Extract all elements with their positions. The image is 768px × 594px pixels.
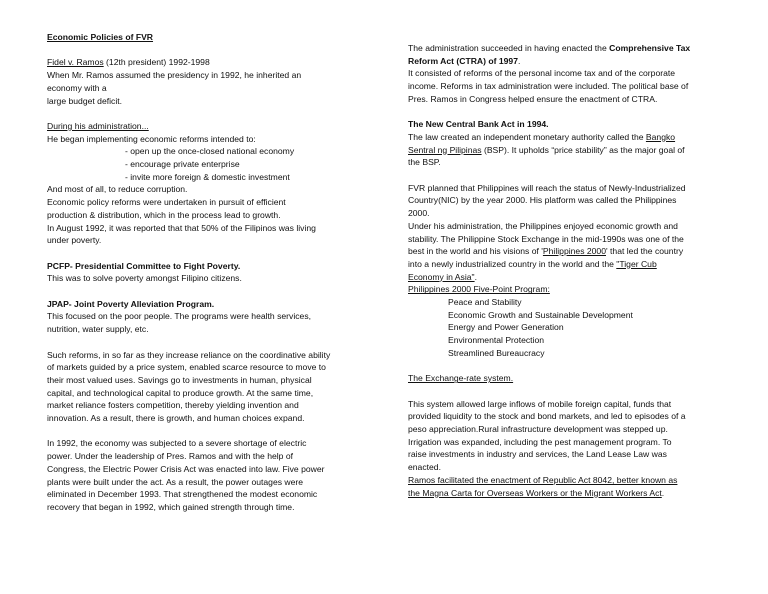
text-line: under poverty.: [47, 235, 102, 246]
intro-line: large budget deficit.: [47, 95, 123, 106]
cb-pre: The law created an independent monetary authority called the: [408, 131, 646, 142]
right-column: [408, 42, 734, 499]
exchange-heading: The Exchange-rate system.: [408, 373, 514, 384]
vision-pre: best in the world and his visions of ': [408, 246, 543, 257]
magna-end: .: [661, 487, 665, 498]
exchange-line: provided liquidity to the stock and bond markets, and led to episodes of a: [408, 411, 686, 422]
cb-post: (BSP). It upholds “price stability” as the major goal of: [481, 144, 685, 155]
sentral-link[interactable]: Sentral ng Pilipinas: [408, 144, 482, 155]
power-line: eliminated in December 1993. That strengthened the modest economic: [47, 489, 318, 500]
fvr-name: Fidel v. Ramos: [47, 57, 104, 68]
ctra-pre: The administration succeeded in having enacted the: [408, 43, 610, 53]
document-title: Economic Policies of FVR: [47, 32, 154, 42]
exchange-line: enacted.: [408, 462, 441, 473]
tiger-line: [408, 258, 734, 271]
ctra-title-part1: Comprehensive Tax: [609, 43, 691, 53]
tiger-end: .: [474, 271, 477, 282]
exchange-line: This system allowed large inflows of mobile foreign capital, funds that: [408, 398, 672, 409]
power-line: power. Under the leadership of Pres. Ramos and with the help of: [47, 451, 294, 462]
jpap-text: nutrition, water supply, etc.: [47, 324, 149, 335]
vision-line: [408, 245, 734, 258]
fvr-term: (12th president) 1992-1998: [103, 57, 210, 68]
text-line: In August 1992, it was reported that that 50% of the Filipinos was living: [47, 222, 316, 233]
program-item: Environmental Protection: [448, 335, 545, 346]
fvr-heading: [47, 56, 369, 69]
intro-line: When Mr. Ramos assumed the presidency in 1992, he inherited an: [47, 70, 302, 81]
nic-line: Country(NIC) by the year 2000. His platform was called the Philippines: [408, 195, 677, 206]
intro-line: economy with a: [47, 82, 107, 93]
exchange-line: peso appreciation.Rural infrastructure development was stepped up.: [408, 424, 668, 435]
power-line: Congress, the Electric Power Crisis Act was enacted into law. Five power: [47, 463, 325, 474]
vision-post: ' that led the country: [606, 246, 684, 257]
program-item: Streamlined Bureaucracy: [448, 347, 545, 358]
tiger-cub-link[interactable]: "Tiger Cub: [616, 258, 657, 269]
text-line: production & distribution, which in the process lead to growth.: [47, 209, 281, 220]
ctra-line: [408, 55, 734, 68]
pcfp-heading: PCFP- Presidential Committee to Fight Poverty.: [47, 260, 241, 271]
reforms-line: of markets guided by a price system, enabled scarce resource to move to: [47, 362, 326, 373]
program-item: Peace and Stability: [448, 297, 522, 308]
magna-carta-link[interactable]: Ramos facilitated the enactment of Republic Act 8042, better known as: [408, 474, 678, 485]
bangko-link[interactable]: Bangko: [645, 131, 676, 142]
reforms-line: innovation. As a result, there is growth, and human choices expand.: [47, 413, 305, 424]
cb-line: the BSP.: [408, 157, 441, 168]
tiger-cub-link-cont[interactable]: Economy in Asia": [408, 271, 475, 282]
magna-carta-link-cont[interactable]: the Magna Carta for Overseas Workers or the Migrant Workers Act: [408, 487, 662, 498]
cb-line: [408, 144, 734, 157]
ctra-text: Pres. Ramos in Congress helped ensure the enactment of CTRA.: [408, 93, 658, 104]
left-column: [47, 31, 369, 514]
jpap-text: This focused on the poor people. The programs were health services,: [47, 311, 312, 322]
reforms-line: their most valued uses. Savings go to investments in human, physical: [47, 374, 312, 385]
ctra-line: [408, 42, 734, 55]
program-item: Economic Growth and Sustainable Development: [448, 309, 633, 320]
reform-item: - open up the once-closed national economy: [125, 146, 295, 157]
nic-line: FVR planned that Philippines will reach the status of Newly-Industrialized: [408, 182, 686, 193]
text-line: And most of all, to reduce corruption.: [47, 184, 188, 195]
philippines-2000-link[interactable]: Philippines 2000: [542, 246, 606, 257]
admin-line: He began implementing economic reforms intended to:: [47, 133, 256, 144]
central-bank-heading: The New Central Bank Act in 1994.: [408, 119, 549, 130]
tiger-line: [408, 271, 734, 284]
power-line: recovery that began in 1992, which gained strength through time.: [47, 501, 295, 512]
exchange-line: Irrigation was expanded, including the pest management program. To: [408, 436, 672, 447]
ctra-text: It consisted of reforms of the personal income tax and of the corporate: [408, 68, 676, 79]
reform-item: - invite more foreign & domestic investment: [125, 171, 290, 182]
cb-line: [408, 131, 734, 144]
reform-item: - encourage private enterprise: [125, 159, 240, 169]
pcfp-text: This was to solve poverty amongst Filipino citizens.: [47, 273, 242, 284]
nic-line: stability. The Philippine Stock Exchange in the mid-1990s was one of the: [408, 233, 684, 244]
reforms-line: capital, and technological capital to produce growth. At the same time,: [47, 387, 314, 398]
power-line: In 1992, the economy was subjected to a severe shortage of electric: [47, 438, 307, 449]
program-heading: Philippines 2000 Five-Point Program:: [408, 284, 550, 295]
power-line: plants were built under the act. As a result, the power outages were: [47, 476, 304, 487]
admin-heading: During his administration...: [47, 120, 149, 131]
ctra-end: .: [517, 55, 521, 66]
jpap-heading: JPAP- Joint Poverty Alleviation Program.: [47, 298, 215, 309]
exchange-line: raise investments in industry and services, the Land Lease Law was: [408, 449, 667, 460]
ctra-title-part2: Reform Act (CTRA) of 1997: [408, 55, 518, 66]
text-line: Economic policy reforms were undertaken in pursuit of efficient: [47, 197, 286, 208]
program-item: Energy and Power Generation: [448, 322, 564, 333]
magna-line: [408, 487, 734, 500]
ctra-text: income. Reforms in tax administration were included. The political base of: [408, 81, 689, 92]
reforms-line: market reliance fosters competition, thereby yielding invention and: [47, 400, 299, 411]
nic-line: Under his administration, the Philippines enjoyed economic growth and: [408, 220, 678, 231]
reforms-line: Such reforms, in so far as they increase reliance on the coordinative ability: [47, 349, 331, 360]
nic-line: 2000.: [408, 208, 430, 219]
tiger-pre: into a newly industrialized country in the world and the: [408, 258, 617, 269]
